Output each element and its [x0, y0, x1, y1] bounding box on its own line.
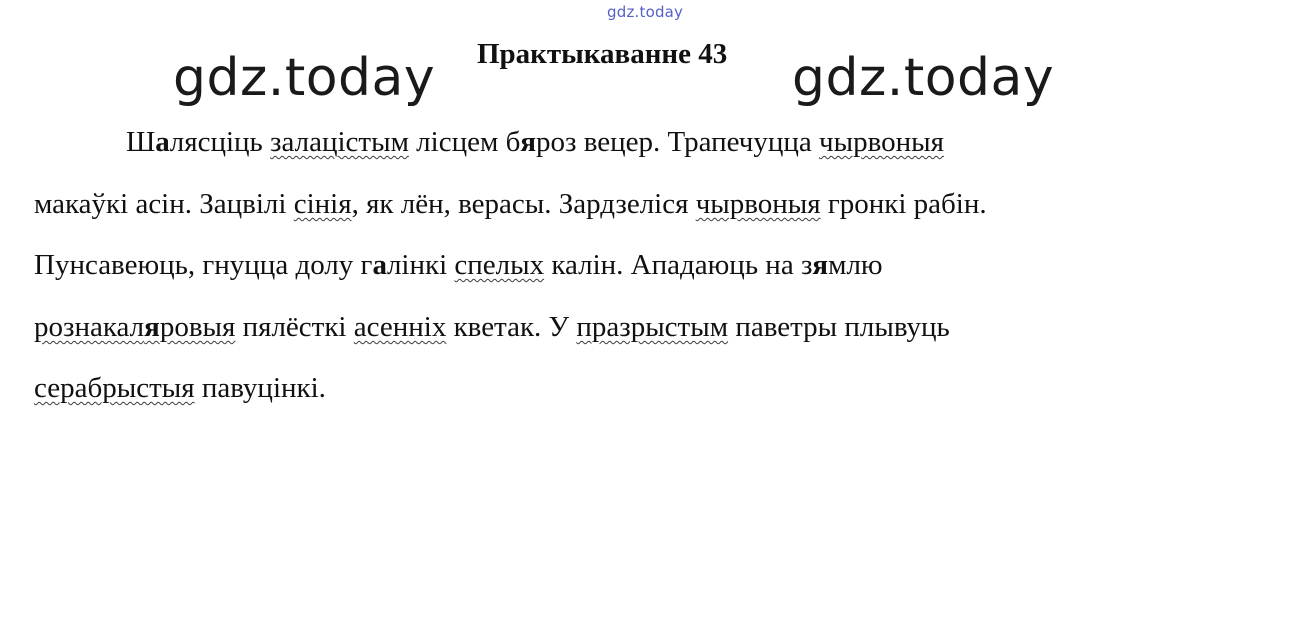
underlined-word: празрыстым — [576, 311, 729, 343]
text-segment: гронкі рабін. — [820, 188, 987, 220]
text-segment: а — [155, 126, 170, 158]
text-segment: я — [812, 249, 829, 281]
text-line-1 — [126, 128, 944, 157]
underlined-word: рознакал — [34, 311, 145, 343]
text-segment: Ш — [126, 126, 156, 158]
text-segment: калін. Ападаюць на з — [544, 249, 813, 281]
underlined-word: спелых — [454, 249, 545, 281]
text-segment: паветры плывуць — [728, 311, 950, 343]
text-segment: лясціць — [169, 126, 271, 158]
text-segment: роз вецер. Трапечуцца — [536, 126, 820, 158]
text-line-5 — [34, 374, 326, 403]
underlined-word: сінія — [293, 188, 352, 220]
watermark-right: gdz.today — [792, 48, 1055, 108]
underlined-word: залацістым — [270, 126, 409, 158]
text-segment: лісцем б — [408, 126, 521, 158]
watermark-left: gdz.today — [173, 48, 436, 108]
underlined-word: серабрыстыя — [34, 372, 195, 404]
underlined-word: ровыя — [159, 311, 236, 343]
text-segment: павуцінкі. — [194, 372, 326, 404]
underlined-word: я — [144, 311, 160, 343]
text-line-2 — [34, 190, 987, 219]
underlined-word: чырвоныя — [819, 126, 944, 158]
text-segment: макаўкі асін. Зацвілі — [34, 188, 294, 220]
underlined-word: асенніх — [353, 311, 447, 343]
watermark-small: gdz.today — [607, 3, 684, 21]
text-line-4 — [34, 313, 950, 342]
text-segment: лінкі — [386, 249, 455, 281]
underlined-word: чырвоныя — [695, 188, 821, 220]
text-segment: млю — [828, 249, 883, 281]
text-segment: я — [520, 126, 537, 158]
text-segment: пялёсткі — [235, 311, 354, 343]
exercise-title: Практыкаванне 43 — [477, 38, 728, 70]
text-line-3 — [34, 251, 883, 280]
text-segment: кветак. У — [446, 311, 577, 343]
text-segment: , як лён, верасы. Зардзеліся — [351, 188, 696, 220]
text-segment: Пунсавеюць, гнуцца долу г — [34, 249, 373, 281]
text-segment: а — [372, 249, 387, 281]
